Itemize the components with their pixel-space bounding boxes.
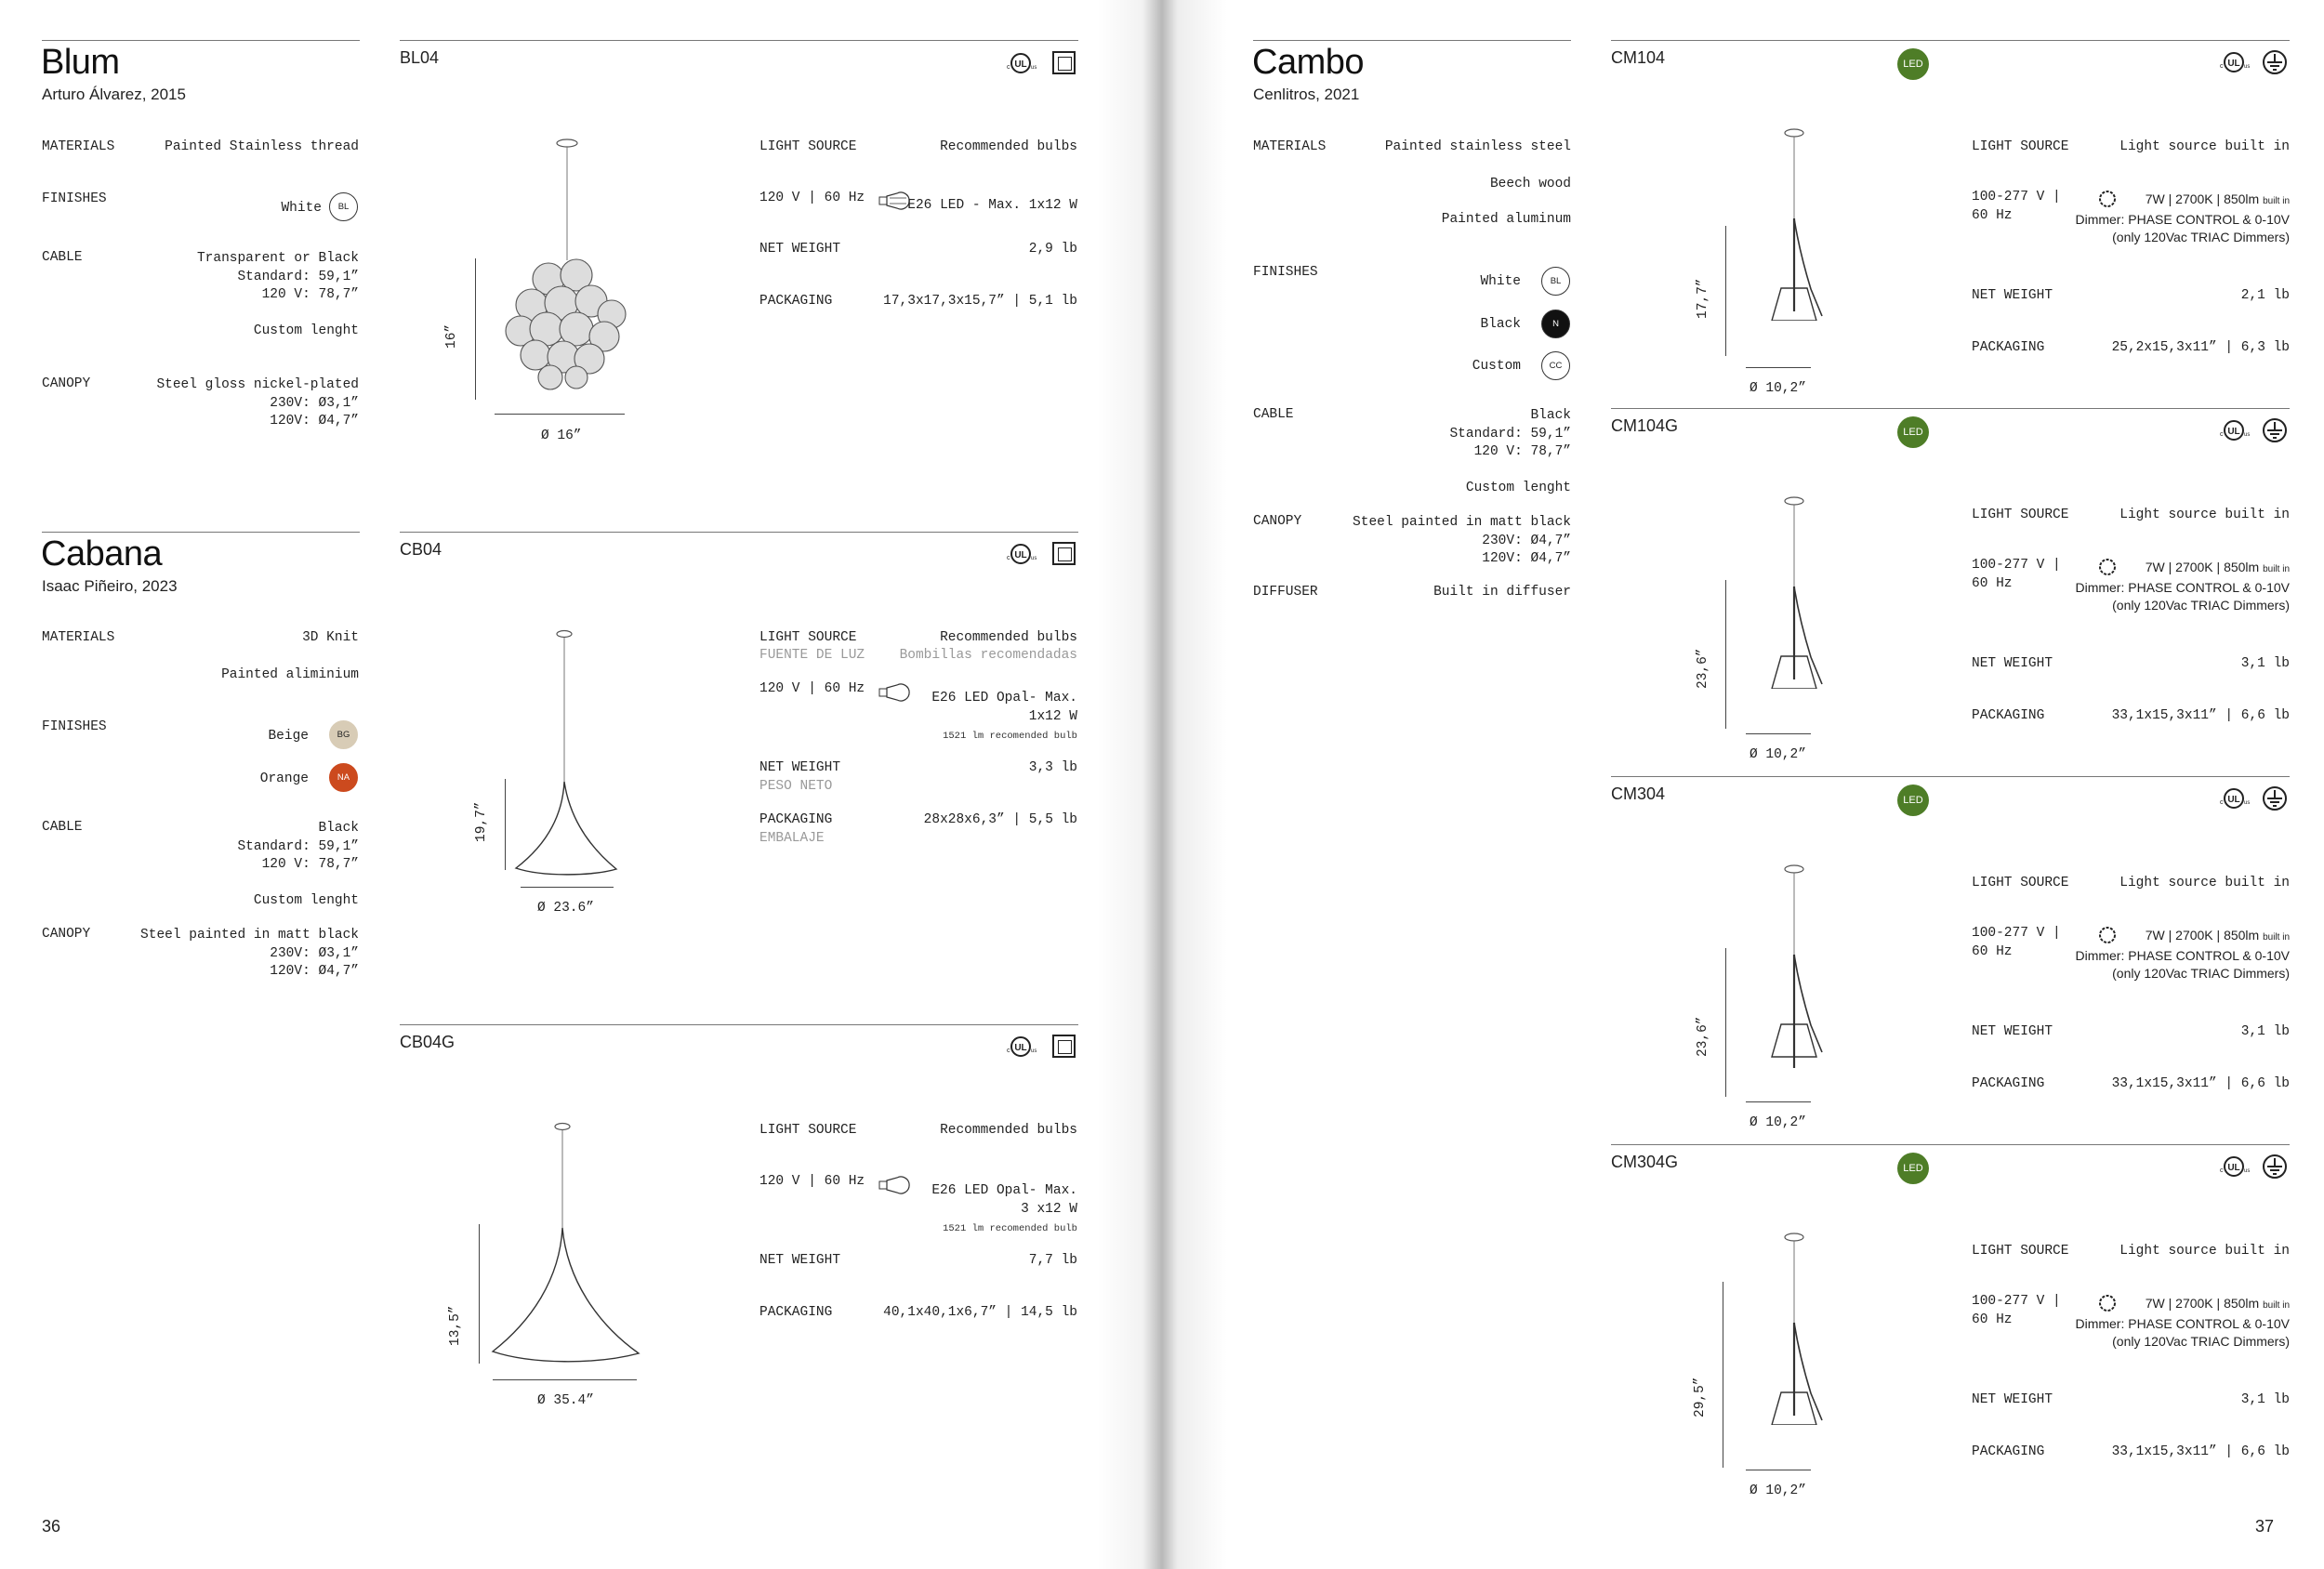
ground-symbol-icon <box>2262 785 2288 811</box>
finishes-label: FINISHES <box>1253 265 1318 280</box>
voltage-line: 60 Hz <box>1972 943 2013 959</box>
spec-line: 7W | 2700K | 850lm <box>2145 560 2260 574</box>
canopy-line: 120V: Ø4,7” <box>270 414 359 429</box>
diffuser-label: DIFFUSER <box>1253 585 1318 600</box>
bulb-line: 1x12 W <box>1028 708 1077 724</box>
packaging-label: PACKAGING <box>1972 1076 2045 1091</box>
dimension-line <box>1746 733 1811 734</box>
packaging-value: 33,1x15,3x11” | 6,6 lb <box>2111 1076 2290 1091</box>
model-code: CM304G <box>1611 1153 1679 1171</box>
ul-listed-icon <box>1004 1035 1037 1059</box>
finish-swatch-white: BL <box>329 192 358 221</box>
light-source-value: Recommended bulbs <box>940 1123 1077 1138</box>
voltage-line: 100-277 V | <box>1972 926 2061 941</box>
dimension-line <box>1725 580 1726 729</box>
materials-value: Painted aluminum <box>1441 212 1571 227</box>
dimension-height: 17,7” <box>1696 278 1710 319</box>
spec-line: 7W | 2700K | 850lm <box>2145 928 2260 943</box>
product-block-cm104 <box>1162 40 2324 408</box>
model-code: CM104 <box>1611 48 1666 67</box>
materials-value: Painted aliminium <box>221 667 359 682</box>
family-title-blum: Blum <box>41 43 120 82</box>
svg-text:UL: UL <box>2227 427 2240 437</box>
ground-symbol-icon <box>2262 1154 2288 1180</box>
finish-name: Custom <box>1472 359 1521 374</box>
dimension-line <box>479 1224 480 1364</box>
section-divider <box>1611 40 2290 41</box>
finishes-label: FINISHES <box>42 719 107 734</box>
net-weight-label: NET WEIGHT <box>759 1253 841 1268</box>
svg-text:c: c <box>2220 1167 2224 1174</box>
net-weight-value: 3,1 lb <box>2240 1024 2290 1039</box>
canopy-line: 120V: Ø4,7” <box>1482 551 1571 566</box>
voltage-line: 100-277 V | <box>1972 1294 2061 1309</box>
light-source-label: LIGHT SOURCE <box>1972 139 2069 154</box>
class-ii-icon <box>1052 1035 1076 1058</box>
voltage <box>1972 557 2061 593</box>
net-weight-value: 3,1 lb <box>2240 656 2290 671</box>
model-code: CM104G <box>1611 416 1679 435</box>
dimension-diameter: Ø 10,2” <box>1750 1483 1806 1498</box>
model-code: CM304 <box>1611 784 1666 803</box>
svg-text:us: us <box>2244 800 2251 806</box>
section-divider <box>1611 1144 2290 1145</box>
packaging-label: PACKAGING <box>759 1305 833 1320</box>
canopy-line: 230V: Ø3,1” <box>270 395 359 411</box>
finish-swatch-custom: CC <box>1541 351 1570 380</box>
voltage-line: 100-277 V | <box>1972 558 2061 573</box>
materials-label: MATERIALS <box>42 630 115 645</box>
packaging-value: 40,1x40,1x6,7” | 14,5 lb <box>883 1305 1077 1320</box>
net-weight-label: NET WEIGHT <box>759 760 841 775</box>
cambo-pendant-icon <box>1738 125 1850 321</box>
dimension-diameter: Ø 10,2” <box>1750 1115 1806 1130</box>
canopy-values <box>140 927 359 982</box>
section-divider <box>400 1024 1078 1025</box>
blum-pendant-icon <box>483 138 641 398</box>
finish-swatch-white: BL <box>1541 267 1570 296</box>
dimension-line <box>495 414 625 415</box>
light-source-label: LIGHT SOURCE <box>759 1123 857 1138</box>
net-weight-label: NET WEIGHT <box>1972 656 2053 671</box>
dimension-height: 23,6” <box>1696 648 1710 689</box>
canopy-line: 230V: Ø4,7” <box>1482 533 1571 548</box>
svg-text:us: us <box>1031 65 1037 71</box>
voltage: 120 V | 60 Hz <box>759 191 865 205</box>
canopy-line: Steel painted in matt black <box>140 928 359 943</box>
svg-text:us: us <box>2244 432 2251 438</box>
finishes-label: FINISHES <box>42 191 107 206</box>
led-spec <box>2075 927 2290 983</box>
dimmer-line: Dimmer: PHASE CONTROL & 0-10V <box>2075 947 2290 963</box>
finish-name: Orange <box>259 771 309 786</box>
section-divider <box>400 40 1078 41</box>
class-ii-icon <box>1052 542 1076 565</box>
dimension-height: 16” <box>444 323 459 349</box>
bulb-line: E26 LED Opal- Max. <box>931 691 1077 705</box>
cable-line: Transparent or Black <box>196 251 359 266</box>
materials-value: Painted stainless steel <box>1384 139 1571 154</box>
diffuser-value: Built in diffuser <box>1433 585 1571 600</box>
voltage-line: 60 Hz <box>1972 575 2013 591</box>
light-source-label-es: FUENTE DE LUZ <box>759 648 865 663</box>
dimension-height: 29,5” <box>1693 1377 1708 1417</box>
dimmer-line: Dimmer: PHASE CONTROL & 0-10V <box>2075 579 2290 595</box>
packaging-label: PACKAGING <box>759 294 833 309</box>
cable-line: Black <box>318 821 359 836</box>
model-code-cb04g: CB04G <box>400 1033 456 1051</box>
net-weight-value: 3,3 lb <box>1028 760 1077 775</box>
cable-line: Standard: 59,1” <box>1449 426 1571 442</box>
voltage: 120 V | 60 Hz <box>759 1174 865 1189</box>
cable-label: CABLE <box>1253 407 1294 422</box>
packaging-value: 33,1x15,3x11” | 6,6 lb <box>2111 1444 2290 1459</box>
bulb-note: 1521 lm recomended bulb <box>943 1223 1077 1234</box>
dimmer-line: (only 120Vac TRIAC Dimmers) <box>2112 1334 2290 1349</box>
materials-value: Painted Stainless thread <box>165 139 359 154</box>
materials-value: 3D Knit <box>302 630 359 645</box>
model-code-cb04: CB04 <box>400 540 442 559</box>
canopy-label: CANOPY <box>1253 514 1302 529</box>
bulb-spec <box>931 1182 1077 1219</box>
page-number: 37 <box>2255 1517 2275 1536</box>
svg-text:UL: UL <box>2227 1163 2240 1173</box>
cable-label: CABLE <box>42 250 83 265</box>
light-source-value-es: Bombillas recomendadas <box>899 648 1077 663</box>
dimension-line <box>493 1379 637 1380</box>
cable-line: Standard: 59,1” <box>237 838 359 854</box>
ul-listed-icon <box>2217 418 2251 442</box>
packaging-label: PACKAGING <box>759 812 833 827</box>
bulb-icon <box>878 1175 914 1195</box>
led-badge: LED <box>1897 784 1929 816</box>
section-divider <box>42 532 360 533</box>
bulb-spec: E26 LED - Max. 1x12 W <box>907 198 1077 213</box>
spec-suffix: built in <box>2263 1300 2290 1311</box>
svg-text:us: us <box>2244 64 2251 70</box>
finish-swatch-orange: NA <box>329 763 358 792</box>
led-spec <box>2075 559 2290 615</box>
cable-line: 120 V: 78,7” <box>261 287 359 302</box>
led-badge: LED <box>1897 1153 1929 1184</box>
canopy-values <box>156 376 359 431</box>
spec-suffix: built in <box>2263 564 2290 574</box>
finish-swatch-beige: BG <box>329 720 358 749</box>
section-divider <box>1611 776 2290 777</box>
dimension-line <box>1725 226 1726 356</box>
family-title-cabana: Cabana <box>41 534 163 574</box>
ul-listed-icon <box>2217 786 2251 811</box>
bulb-line: 3 x12 W <box>1021 1201 1077 1217</box>
net-weight-value: 2,1 lb <box>2240 288 2290 303</box>
dimension-height: 13,5” <box>448 1305 463 1346</box>
light-source-label: LIGHT SOURCE <box>1972 1244 2069 1259</box>
cambo-pendant-icon <box>1738 862 1850 1075</box>
finish-name: Black <box>1480 317 1521 332</box>
family-title-cambo: Cambo <box>1252 43 1364 82</box>
cable-custom: Custom lenght <box>1465 481 1571 495</box>
cable-label: CABLE <box>42 820 83 835</box>
dimension-diameter: Ø 10,2” <box>1750 747 1806 762</box>
section-divider <box>42 40 360 41</box>
dimension-height: 19,7” <box>474 801 489 842</box>
cable-line: Black <box>1530 408 1571 423</box>
packaging-label: PACKAGING <box>1972 340 2045 355</box>
dimmer-line: Dimmer: PHASE CONTROL & 0-10V <box>2075 211 2290 227</box>
light-source-label: LIGHT SOURCE <box>759 630 857 645</box>
light-source-value: Light source built in <box>2119 876 2290 890</box>
ul-listed-icon <box>1004 51 1037 75</box>
dimmer-line: (only 120Vac TRIAC Dimmers) <box>2112 966 2290 981</box>
product-block-cm304g <box>1162 1144 2324 1512</box>
section-divider <box>1611 408 2290 409</box>
led-spec <box>2075 191 2290 247</box>
dimension-line <box>475 258 476 400</box>
svg-text:c: c <box>1007 64 1010 71</box>
dimension-line <box>521 887 614 888</box>
cambo-pendant-icon <box>1738 494 1850 689</box>
spec-suffix: built in <box>2263 196 2290 206</box>
catalog-page-right <box>1162 0 2324 1569</box>
packaging-label: PACKAGING <box>1972 708 2045 723</box>
canopy-line: 120V: Ø4,7” <box>270 964 359 979</box>
light-source-label: LIGHT SOURCE <box>1972 508 2069 522</box>
cable-line: Standard: 59,1” <box>237 269 359 284</box>
product-block-cm104g <box>1162 408 2324 776</box>
svg-text:UL: UL <box>1014 59 1027 70</box>
packaging-value: 25,2x15,3x11” | 6,3 lb <box>2111 340 2290 355</box>
voltage: 120 V | 60 Hz <box>759 681 865 696</box>
net-weight-label: NET WEIGHT <box>1972 288 2053 303</box>
packaging-label: PACKAGING <box>1972 1444 2045 1459</box>
canopy-line: 230V: Ø3,1” <box>270 945 359 961</box>
bulb-line: E26 LED Opal- Max. <box>931 1183 1077 1198</box>
svg-text:us: us <box>1031 1048 1037 1054</box>
dimension-diameter: Ø 10,2” <box>1750 381 1806 396</box>
packaging-label-es: EMBALAJE <box>759 831 825 846</box>
svg-text:c: c <box>1007 1048 1010 1054</box>
bulb-note: 1521 lm recomended bulb <box>943 731 1077 742</box>
dimension-height: 23,6” <box>1696 1016 1710 1057</box>
spec-line: 7W | 2700K | 850lm <box>2145 191 2260 206</box>
canopy-line: Steel painted in matt black <box>1353 515 1571 530</box>
finish-name: White <box>1480 274 1521 289</box>
light-source-label: LIGHT SOURCE <box>759 139 857 154</box>
ul-listed-icon <box>1004 542 1037 566</box>
bulb-icon <box>878 682 914 703</box>
dimension-line <box>505 779 506 870</box>
model-code-bl04: BL04 <box>400 48 440 67</box>
light-source-label: LIGHT SOURCE <box>1972 876 2069 890</box>
bulb-spec <box>931 690 1077 726</box>
materials-value: Beech wood <box>1489 177 1571 191</box>
dimension-diameter: Ø 23.6” <box>537 901 594 916</box>
voltage-line: 60 Hz <box>1972 1312 2013 1327</box>
class-ii-icon <box>1052 51 1076 74</box>
materials-label: MATERIALS <box>1253 139 1327 154</box>
light-source-value: Light source built in <box>2119 508 2290 522</box>
canopy-line: Steel gloss nickel-plated <box>156 377 359 392</box>
led-badge: LED <box>1897 416 1929 448</box>
light-source-value: Light source built in <box>2119 1244 2290 1259</box>
svg-text:UL: UL <box>1014 1043 1027 1053</box>
packaging-value: 17,3x17,3x15,7” | 5,1 lb <box>883 294 1077 309</box>
svg-text:c: c <box>2220 431 2224 438</box>
net-weight-label: NET WEIGHT <box>1972 1392 2053 1407</box>
light-source-value: Recommended bulbs <box>940 630 1077 645</box>
family-designer-cambo: Cenlitros, 2021 <box>1253 86 1360 103</box>
voltage <box>1972 1293 2061 1329</box>
net-weight-value: 3,1 lb <box>2240 1392 2290 1407</box>
finish-name: Beige <box>268 729 309 744</box>
light-source-value: Light source built in <box>2119 139 2290 154</box>
dimension-line <box>1725 948 1726 1097</box>
light-source-value: Recommended bulbs <box>940 139 1077 154</box>
cable-custom: Custom lenght <box>253 893 359 908</box>
page-number: 36 <box>42 1517 61 1536</box>
canopy-label: CANOPY <box>42 927 91 942</box>
section-divider <box>400 532 1078 533</box>
voltage-line: 60 Hz <box>1972 207 2013 223</box>
canopy-label: CANOPY <box>42 376 91 391</box>
dimension-diameter: Ø 35.4” <box>537 1393 594 1408</box>
svg-text:c: c <box>2220 63 2224 70</box>
net-weight-label: NET WEIGHT <box>759 242 841 257</box>
svg-text:c: c <box>2220 799 2224 806</box>
ground-symbol-icon <box>2262 49 2288 75</box>
led-badge: LED <box>1897 48 1929 80</box>
cabana-pendant-icon <box>507 628 627 879</box>
cambo-pendant-icon <box>1738 1230 1850 1425</box>
dimmer-line: (only 120Vac TRIAC Dimmers) <box>2112 598 2290 613</box>
net-weight-label: NET WEIGHT <box>1972 1024 2053 1039</box>
voltage-line: 100-277 V | <box>1972 190 2061 204</box>
spec-suffix: built in <box>2263 932 2290 943</box>
ul-listed-icon <box>2217 1154 2251 1179</box>
packaging-value: 33,1x15,3x11” | 6,6 lb <box>2111 708 2290 723</box>
net-weight-label-es: PESO NETO <box>759 779 833 794</box>
net-weight-value: 7,7 lb <box>1028 1253 1077 1268</box>
family-designer-blum: Arturo Álvarez, 2015 <box>42 86 186 103</box>
led-spec <box>2075 1295 2290 1351</box>
product-block-cm304 <box>1162 776 2324 1144</box>
materials-label: MATERIALS <box>42 139 115 154</box>
finish-swatch-black: N <box>1541 310 1570 338</box>
ul-listed-icon <box>2217 50 2251 74</box>
cable-values <box>197 250 359 305</box>
svg-text:UL: UL <box>1014 550 1027 560</box>
packaging-value: 28x28x6,3” | 5,5 lb <box>923 812 1077 827</box>
svg-text:us: us <box>1031 556 1037 561</box>
svg-text:UL: UL <box>2227 59 2240 69</box>
voltage <box>1972 925 2061 961</box>
cable-line: 120 V: 78,7” <box>261 857 359 872</box>
dimmer-line: Dimmer: PHASE CONTROL & 0-10V <box>2075 1315 2290 1331</box>
net-weight-value: 2,9 lb <box>1028 242 1077 257</box>
cable-custom: Custom lenght <box>253 323 359 338</box>
svg-text:us: us <box>2244 1168 2251 1174</box>
dimension-line <box>1746 1101 1811 1102</box>
finish-name: White <box>281 201 322 216</box>
dimension-line <box>1746 367 1811 368</box>
product-drawing-bl04 <box>483 138 641 402</box>
cable-values <box>237 820 359 875</box>
cabana-large-pendant-icon <box>485 1121 643 1372</box>
spec-line: 7W | 2700K | 850lm <box>2145 1296 2260 1311</box>
dimmer-line: (only 120Vac TRIAC Dimmers) <box>2112 230 2290 244</box>
svg-text:UL: UL <box>2227 795 2240 805</box>
cable-line: 120 V: 78,7” <box>1473 444 1571 459</box>
ground-symbol-icon <box>2262 417 2288 443</box>
dimension-diameter: Ø 16” <box>541 429 582 443</box>
family-designer-cabana: Isaac Piñeiro, 2023 <box>42 577 178 595</box>
svg-text:c: c <box>1007 555 1010 561</box>
voltage <box>1972 189 2061 225</box>
